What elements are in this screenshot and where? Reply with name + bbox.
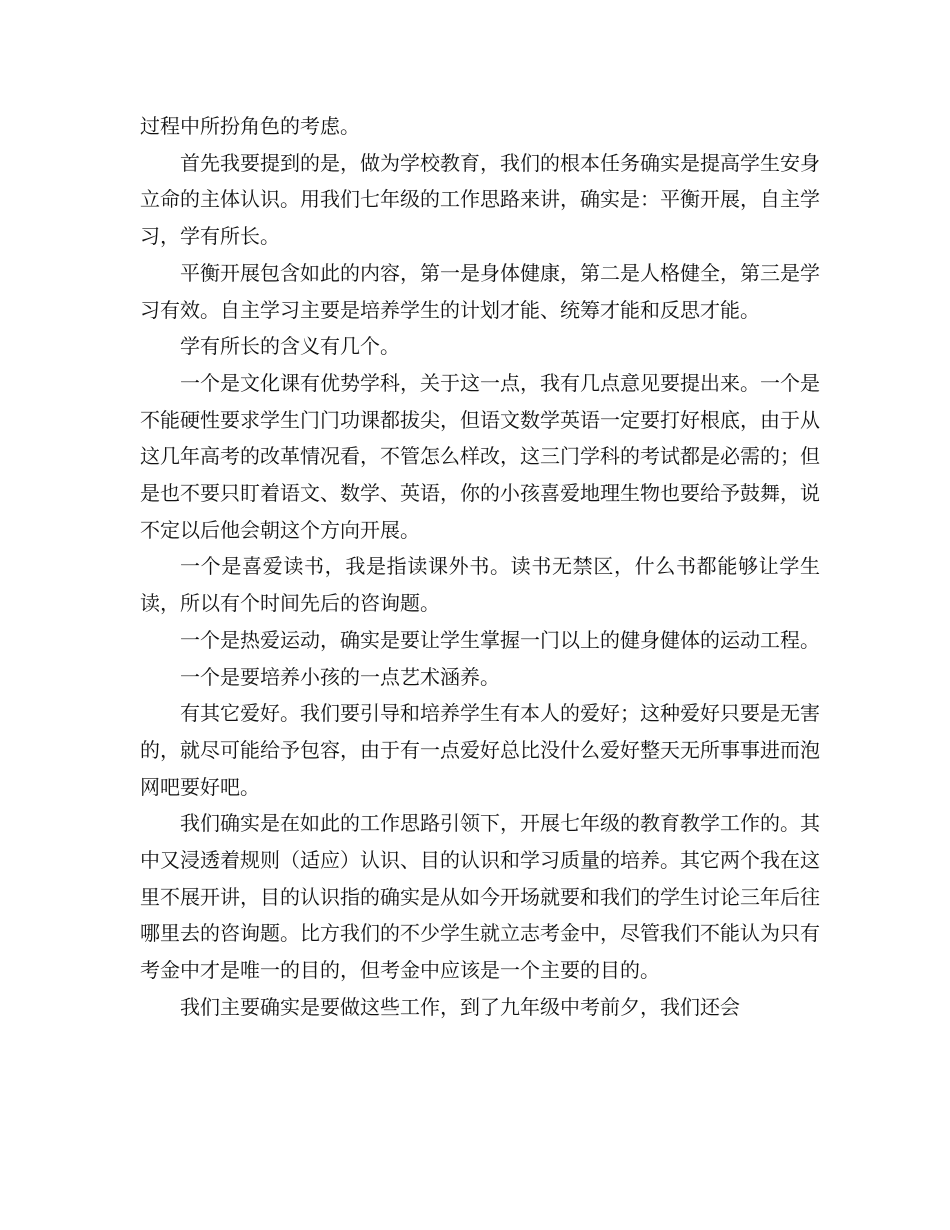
paragraph-4: 学有所长的含义有几个。 (180, 334, 400, 359)
paragraph-3: 平衡开展包含如此的内容，第一是身体健康，第二是人格健全，第三是学习有效。自主学习主要是培养学生的计划才能、统筹才能和反思才能。 (140, 260, 820, 322)
paragraph-8: 一个是要培养小孩的一点艺术涵养。 (180, 664, 500, 689)
paragraph-6: 一个是喜爱读书，我是指读课外书。读书无禁区，什么书都能够让学生读，所以有个时间先后的咨询题。 (140, 554, 820, 616)
paragraph-5: 一个是文化课有优势学科，关于这一点，我有几点意见要提出来。一个是不能硬性要求学生门门功课都拔尖，但语文数学英语一定要打好根底，由于从这几年高考的改革情况看，不管怎么样改，这三门学科的考试都是必需的；但是也不要只盯着语文、数学、英语，你的小孩喜爱地理生物也要给予鼓舞，说不定以后他会朝这个方向开展。 (140, 370, 820, 542)
paragraph-7: 一个是热爱运动，确实是要让学生掌握一门以上的健身健体的运动工程。 (180, 627, 820, 652)
paragraph-10: 我们确实是在如此的工作思路引领下，开展七年级的教育教学工作的。其中又浸透着规则（适应）认识、目的认识和学习质量的培养。其它两个我在这里不展开讲，目的认识指的确实是从如今开场就要和我们的学生讨论三年后往哪里去的咨询题。比方我们的不少学生就立志考金中，尽管我们不能认为只有考金中才是唯一的目的，但考金中应该是一个主要的目的。 (140, 811, 820, 983)
paragraph-11: 我们主要确实是要做这些工作，到了九年级中考前夕，我们还会 (180, 994, 740, 1019)
paragraph-2: 首先我要提到的是，做为学校教育，我们的根本任务确实是提高学生安身立命的主体认识。用我们七年级的工作思路来讲，确实是：平衡开展，自主学习，学有所长。 (140, 150, 820, 249)
paragraph-9: 有其它爱好。我们要引导和培养学生有本人的爱好；这种爱好只要是无害的，就尽可能给予包容，由于有一点爱好总比没什么爱好整天无所事事进而泡网吧要好吧。 (140, 701, 820, 799)
document-body (140, 108, 820, 1026)
paragraph-1: 过程中所扮角色的考虑。 (140, 114, 360, 138)
